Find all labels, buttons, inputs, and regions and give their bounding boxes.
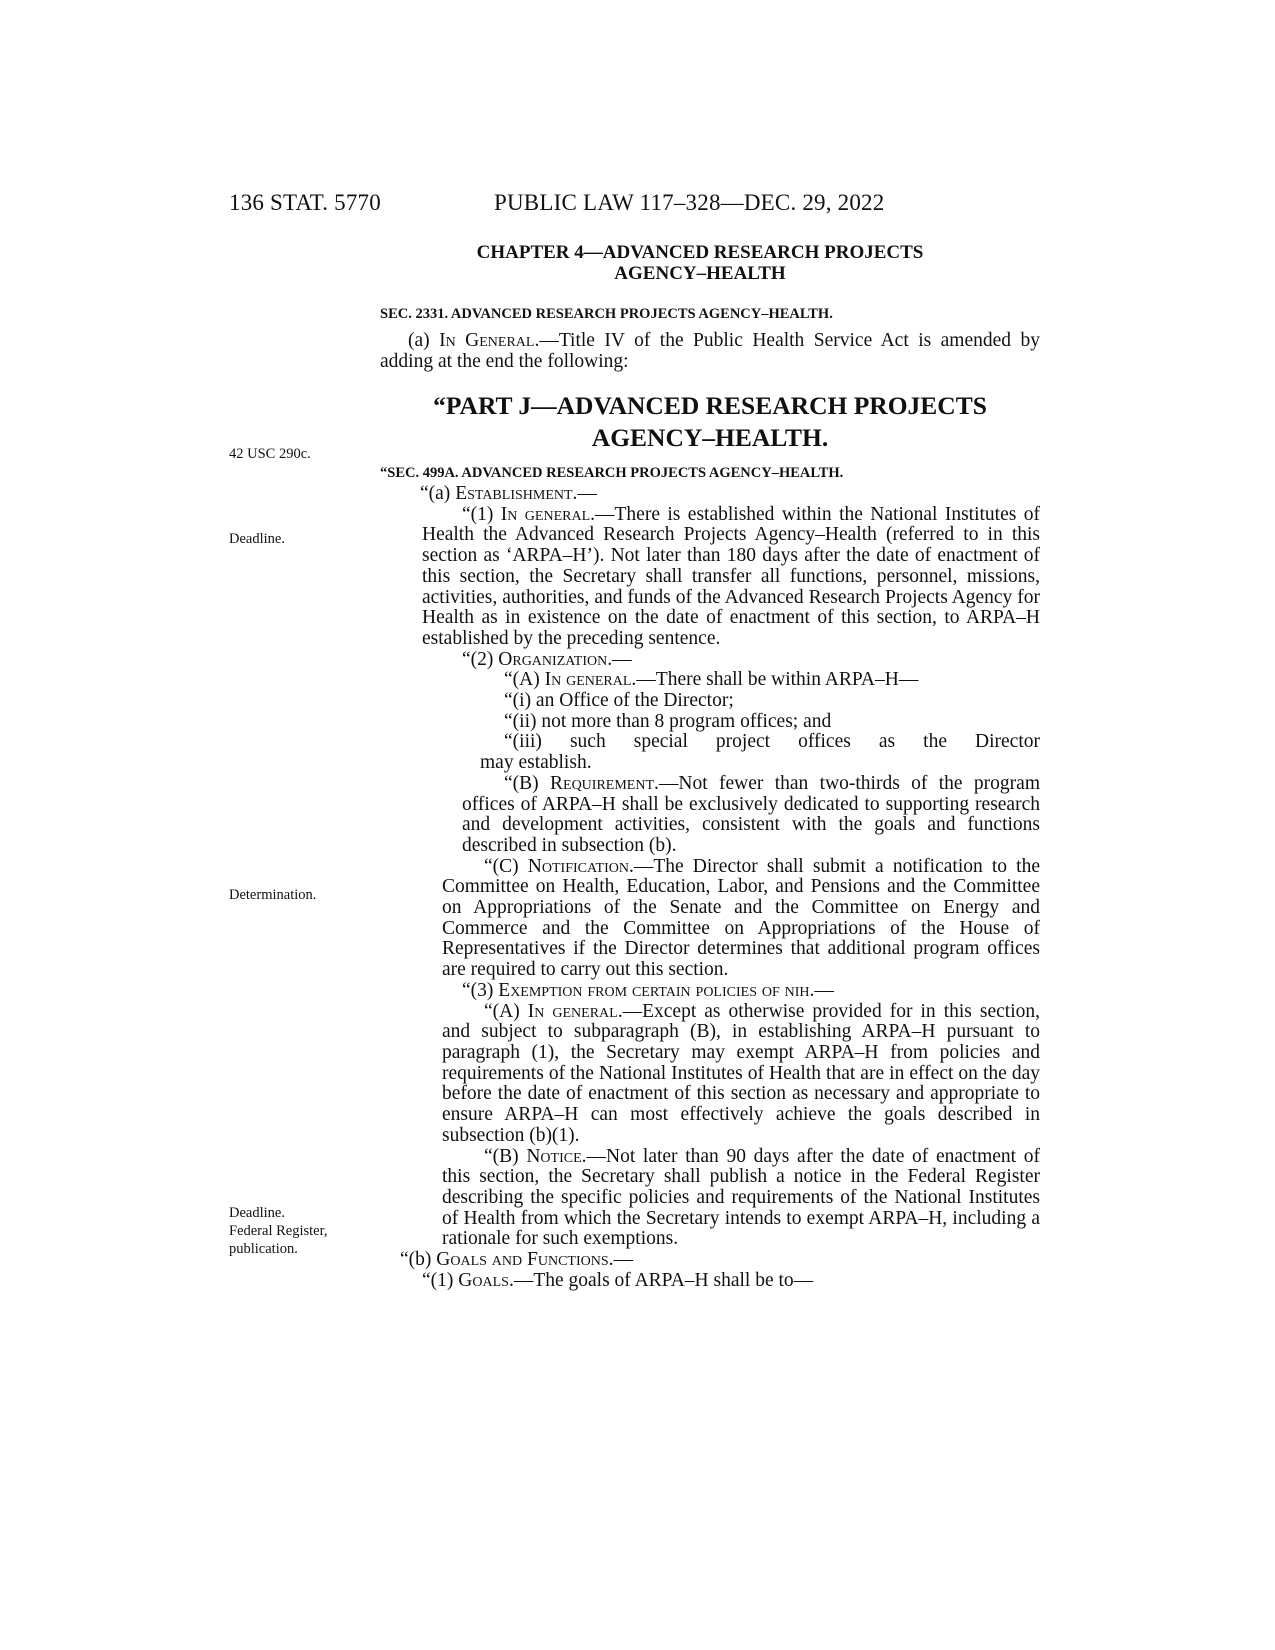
tail: .— <box>572 483 597 504</box>
margin-note-deadline-2-text: Deadline. <box>229 1205 285 1221</box>
body: .—The goals of ARPA–H shall be to— <box>508 1269 814 1291</box>
lead: “(1) <box>462 503 501 525</box>
intro-caption: In General <box>439 330 535 351</box>
caption: Goals <box>458 1269 509 1291</box>
caption: Notice <box>526 1145 582 1167</box>
body: .—Not fewer than two-thirds of the program offices of ARPA–H shall be exclusively dedicated to supporting research and development activities, consistent with the goals and functions described in subsection (b). <box>462 772 1040 856</box>
subparagraph-a2C <box>442 857 1040 981</box>
lead: “(a) <box>420 483 456 504</box>
body: .—Not later than 90 days after the date of enactment of this section, the Secretary shall publish a notice in the Federal Register describing the specific policies and requirements of the National Institutes of Health from which the Secretary intends to exempt ARPA–H, including a rationale for such exemptions. <box>442 1145 1040 1250</box>
paragraph-a1 <box>422 505 1040 650</box>
tail: .— <box>809 979 834 1001</box>
subsection-a-heading <box>420 484 1040 505</box>
section-499a-heading: “SEC. 499A. ADVANCED RESEARCH PROJECTS AGENCY–HEALTH. <box>380 465 844 481</box>
section-heading: SEC. 2331. ADVANCED RESEARCH PROJECTS AGENCY–HEALTH. <box>380 306 833 322</box>
margin-note-publication: publication. <box>229 1241 298 1257</box>
tail: .— <box>607 648 632 670</box>
body: .—There is established within the National Institutes of Health the Advanced Research Projects Agency–Health (referred to in this section as ‘ARPA–H’). Not later than 180 days after the date of enactment of this section, the Secretary shall transfer all functions, personnel, missions, activities, authorities, and funds of the Advanced Research Projects Agency for Health as in existence on the date of enactment of this section, to ARPA–H established by the preceding sentence. <box>422 503 1040 649</box>
lead: “(B) <box>484 1145 527 1167</box>
body: .—Except as otherwise provided for in this section, and subject to subparagraph (B), in establishing ARPA–H pursuant to paragraph (1), the Secretary may exempt ARPA–H from policies and requirements of the National Institutes of Health that are in effect on the day before the date of enactment of this section as necessary and appropriate to ensure ARPA–H can most effectively achieve the goals described in subsection (b)(1). <box>442 1000 1041 1146</box>
caption: Organization <box>498 648 608 670</box>
paragraph-a3-heading <box>422 981 1040 1002</box>
clause-iii-continuation: may establish. <box>480 752 592 774</box>
caption: In general <box>527 1000 618 1022</box>
clause-text: “(i) an Office of the Director; <box>504 690 734 712</box>
chapter-heading <box>380 242 1020 284</box>
margin-note-deadline-2 <box>229 1204 327 1258</box>
lead: “(2) <box>462 648 499 670</box>
subparagraph-a2B <box>462 774 1040 857</box>
subparagraph-a3A <box>442 1002 1040 1147</box>
clause-text: “(ii) not more than 8 program offices; and <box>504 710 832 732</box>
statute-page-reference: 136 STAT. 5770 <box>229 190 381 215</box>
intro-lead: (a) <box>408 330 440 351</box>
paragraph-a2-heading <box>422 650 1040 671</box>
margin-note-deadline: Deadline. <box>229 531 285 547</box>
chapter-heading-line-2: AGENCY–HEALTH <box>614 263 786 284</box>
section-body <box>380 484 1040 1291</box>
caption: In general <box>544 669 632 691</box>
margin-note-usc: 42 USC 290c. <box>229 446 311 462</box>
subsection-b-heading <box>400 1250 1040 1271</box>
lead: “(C) <box>484 855 528 877</box>
lead: “(1) <box>422 1269 459 1291</box>
lead: “(b) <box>400 1249 437 1271</box>
caption: Establishment <box>455 483 573 504</box>
caption: Goals and Functions <box>436 1249 609 1271</box>
body: .—The Director shall submit a notification to the Committee on Health, Education, Labor, and Pensions and the Committee on Appropriations of the Senate and the Committee on Energy and Commerce and the Committee on Appropriations of the House of Representatives if the Director determines that additional program offices are required to carry out this section. <box>442 855 1040 981</box>
margin-note-federal-register: Federal Register, <box>229 1223 328 1239</box>
section-intro <box>380 330 1040 372</box>
caption: Notification <box>527 855 629 877</box>
caption: Exemption from certain policies of nih <box>498 979 810 1001</box>
caption: Requirement <box>550 772 655 794</box>
chapter-heading-line-1: CHAPTER 4—ADVANCED RESEARCH PROJECTS <box>476 242 924 263</box>
subparagraph-a3B <box>442 1147 1040 1251</box>
clause-text: “(iii) such special project offices as the Director <box>504 731 1040 753</box>
lead: “(3) <box>462 979 499 1001</box>
clause-i <box>504 691 1040 712</box>
clause-iii <box>504 732 1040 753</box>
part-heading-line-2: AGENCY–HEALTH. <box>591 423 829 452</box>
lead: “(A) <box>484 1000 528 1022</box>
intro-text: .—Title IV of the Public Health Service Act is amended by adding at the end the following: <box>380 330 1040 372</box>
public-law-header: PUBLIC LAW 117–328—DEC. 29, 2022 <box>494 190 885 215</box>
lead: “(A) <box>504 669 545 691</box>
tail: .— <box>608 1249 634 1271</box>
clause-ii <box>504 712 1040 733</box>
body: .—There shall be within ARPA–H— <box>631 669 919 691</box>
margin-note-determination: Determination. <box>229 887 317 903</box>
lead: “(B) <box>504 772 551 794</box>
subparagraph-a2A <box>462 670 1040 691</box>
part-heading <box>380 390 1040 454</box>
paragraph-b1 <box>382 1271 1040 1292</box>
part-heading-line-1: “PART J—ADVANCED RESEARCH PROJECTS <box>433 391 987 420</box>
caption: In general <box>500 503 591 525</box>
